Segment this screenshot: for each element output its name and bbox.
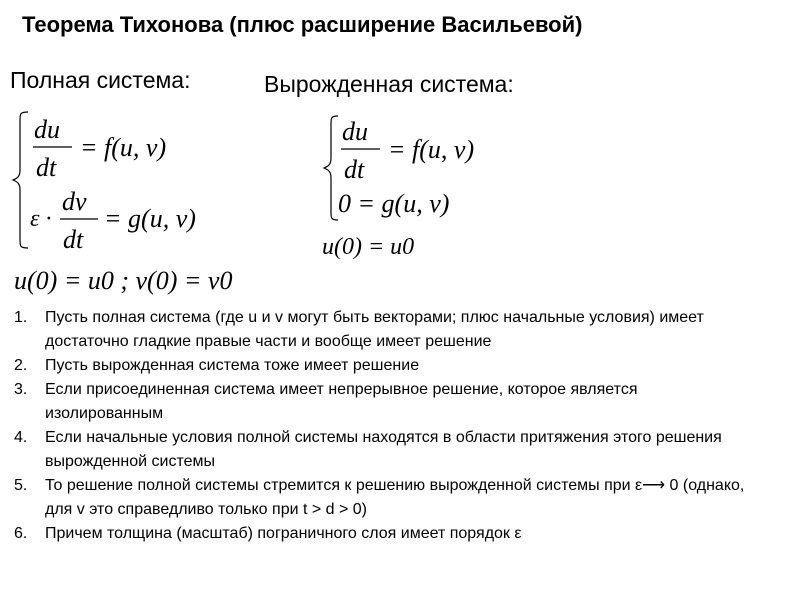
equation-rhs: = f(u, v) [80,133,167,162]
item-number: 3. [14,381,28,398]
fraction-numerator: dv [62,187,87,216]
list-item [14,306,754,354]
full-initial-conditions: u(0) = u0 ; v(0) = v0 [14,266,233,295]
fraction-numerator: du [34,115,60,144]
equation-du-dt [341,117,474,184]
list-item [14,354,754,378]
item-number: 4. [14,429,28,446]
fraction-denominator: dt [63,225,84,254]
degenerate-initial-condition: u(0) = u0 [322,234,415,260]
item-number: 6. [14,525,28,542]
list-item [14,378,754,426]
epsilon-prefix: ε · [30,206,52,232]
item-number: 2. [14,357,28,374]
page-title: Теорема Тихонова (плюс расширение Васильевой) [22,12,583,37]
item-number: 1. [14,309,28,326]
fraction-denominator: dt [36,153,57,182]
fraction-denominator: dt [344,155,365,184]
left-brace [324,116,338,220]
item-number: 5. [14,477,28,494]
equation-rhs: = g(u, v) [104,204,196,233]
item-text: Пусть полная система (где u и v могут быть векторами; плюс начальные условия) имеет достаточно гладкие правые части и вообще имеет решение [45,309,704,350]
item-text: Если присоединенная система имеет непрерывное решение, которое является изолированным [45,381,638,422]
degenerate-algebraic-equation: 0 = g(u, v) [338,189,450,218]
list-item [14,474,754,522]
item-text: То решение полной системы стремится к решению вырожденной системы при ε⟶ 0 (однако, для v это справедливо только при t > d > 0) [45,477,745,518]
list-item [14,426,754,474]
conditions-list [14,306,754,546]
fraction-numerator: du [342,117,368,146]
degenerate-system-heading: Вырожденная система: [264,71,514,97]
full-system-heading: Полная система: [10,67,191,93]
item-text: Пусть вырожденная система тоже имеет решение [45,357,420,374]
item-text: Причем толщина (масштаб) пограничного слоя имеет порядок ε [45,525,522,542]
equation-rhs: = f(u, v) [388,135,475,164]
item-text: Если начальные условия полной системы находятся в области притяжения этого решения вырожденной системы [45,429,722,470]
list-item [14,522,754,546]
